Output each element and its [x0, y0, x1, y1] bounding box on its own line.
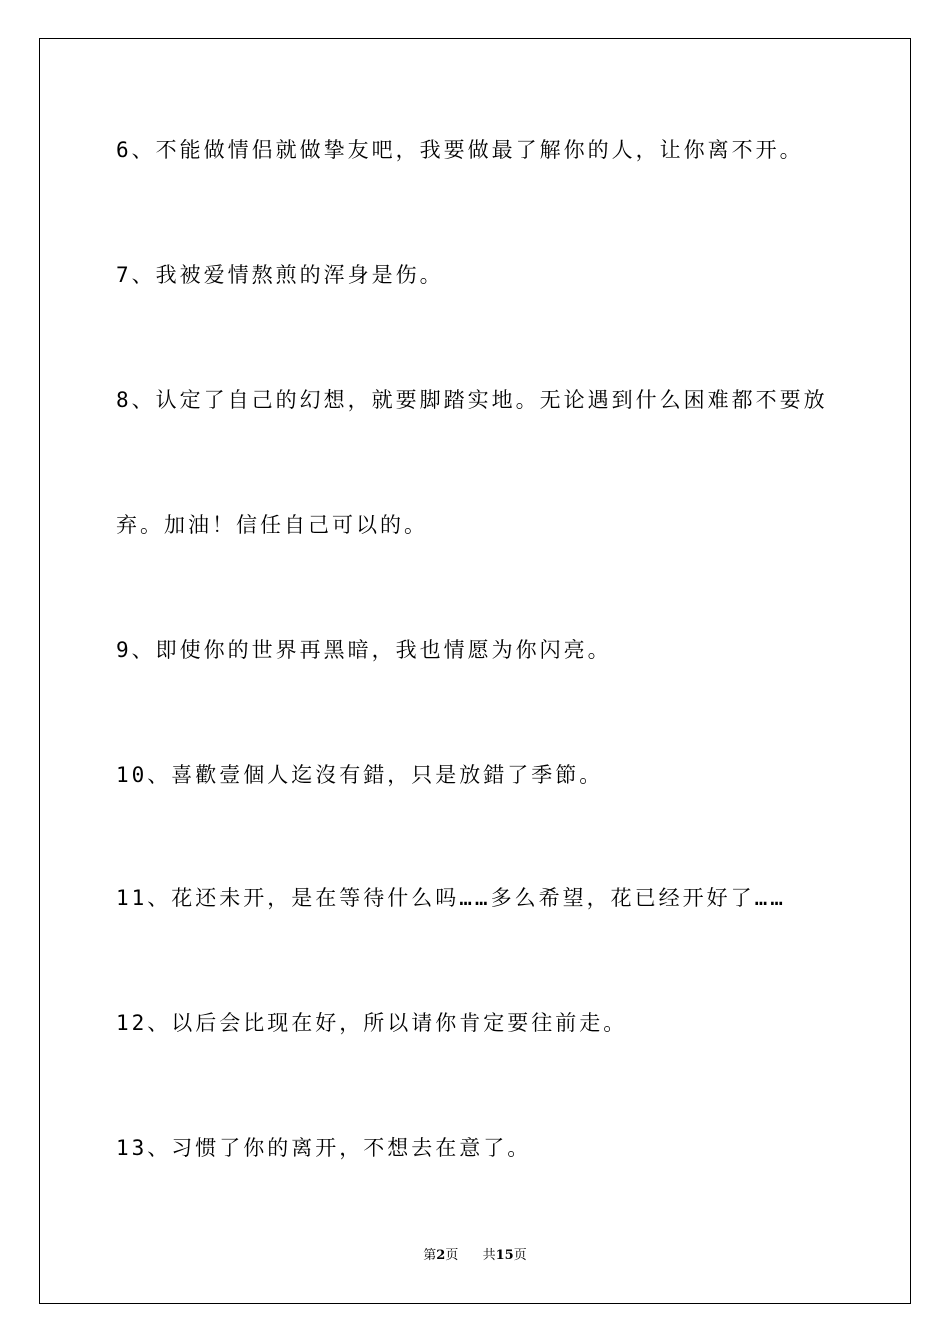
text-line-item-12: 12、以后会比现在好，所以请你肯定要往前走。	[116, 1011, 628, 1035]
text-line-item-13: 13、习惯了你的离开，不想去在意了。	[116, 1136, 532, 1160]
text-line-item-8: 8、认定了自己的幻想，就要脚踏实地。无论遇到什么困难都不要放	[116, 388, 828, 412]
total-number: 15	[495, 1248, 514, 1263]
page-suffix: 页	[445, 1248, 459, 1263]
text-line-item-10: 10、喜歡壹個人迄沒有錯，只是放錯了季節。	[116, 763, 604, 787]
page-number-label	[423, 1248, 462, 1263]
page-number: 2	[436, 1248, 446, 1263]
text-line-item-6: 6、不能做情侣就做挚友吧，我要做最了解你的人，让你离不开。	[116, 138, 804, 162]
text-line-item-9: 9、即使你的世界再黑暗，我也情愿为你闪亮。	[116, 638, 612, 662]
total-suffix: 页	[513, 1248, 527, 1263]
total-pages-label	[483, 1248, 527, 1263]
total-prefix: 共	[482, 1248, 496, 1263]
page-footer	[0, 1247, 950, 1265]
text-line-item-7: 7、我被爱情熬煎的浑身是伤。	[116, 263, 444, 287]
text-line-item-8-continued: 弃。加油！信任自己可以的。	[116, 513, 428, 537]
text-line-item-11: 11、花还未开，是在等待什么吗……多么希望，花已经开好了……	[116, 886, 786, 910]
page-frame	[39, 38, 911, 1304]
page-prefix: 第	[423, 1248, 437, 1263]
